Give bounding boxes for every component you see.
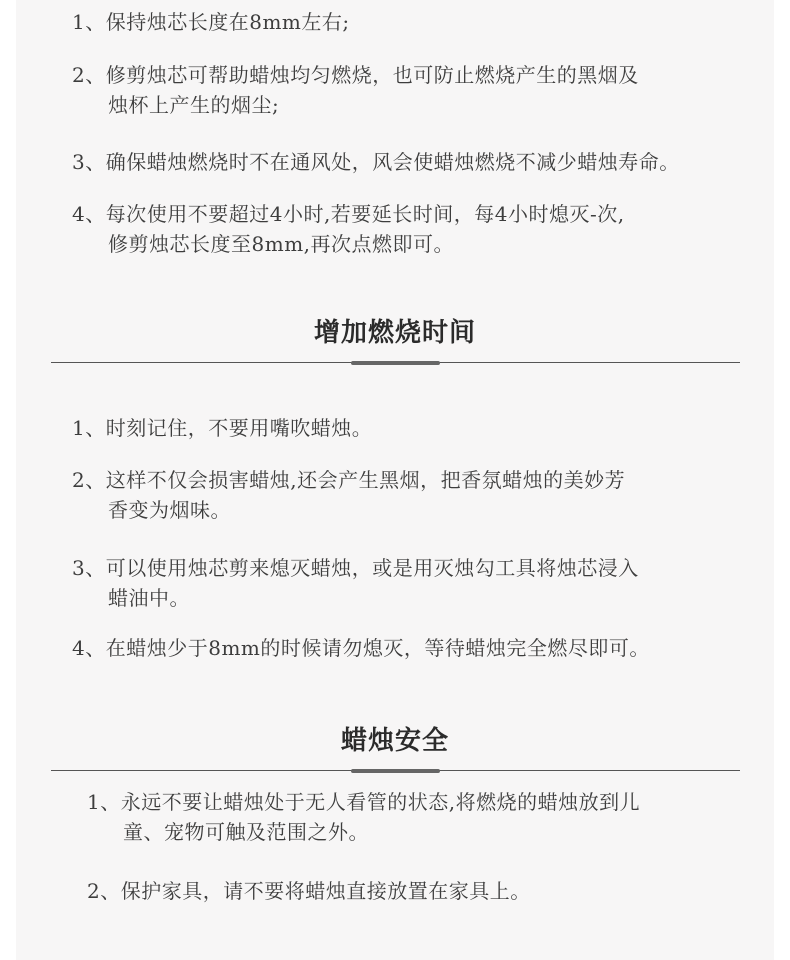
item-line: 2、这样不仅会损害蜡烛,还会产生黑烟，把香氛蜡烛的美妙芳 xyxy=(72,468,626,492)
list-item xyxy=(72,633,650,663)
list-item xyxy=(72,60,639,120)
list-item xyxy=(72,199,625,259)
item-line: 2、修剪烛芯可帮助蜡烛均匀燃烧，也可防止燃烧产生的黑烟及 xyxy=(72,63,639,87)
section-title-burn-time: 增加燃烧时间 xyxy=(313,318,476,348)
item-line: 修剪烛芯长度至8mm,再次点燃即可。 xyxy=(108,232,455,256)
list-item xyxy=(72,413,372,443)
section-divider-accent xyxy=(351,361,440,365)
item-line: 童、宠物可触及范围之外。 xyxy=(123,820,369,844)
item-line: 4、在蜡烛少于8mm的时候请勿熄灭，等待蜡烛完全燃尽即可。 xyxy=(72,636,650,660)
item-line: 3、可以使用烛芯剪来熄灭蜡烛，或是用灭烛勾工具将烛芯浸入 xyxy=(72,556,639,580)
item-line: 香变为烟味。 xyxy=(108,498,231,522)
item-line: 烛杯上产生的烟尘; xyxy=(108,93,280,117)
item-line: 4、每次使用不要超过4小时,若要延长时间，每4小时熄灭-次, xyxy=(72,202,625,226)
item-line: 1、时刻记住，不要用嘴吹蜡烛。 xyxy=(72,416,373,440)
item-line: 1、永远不要让蜡烛处于无人看管的状态,将燃烧的蜡烛放到儿 xyxy=(87,790,641,814)
list-item xyxy=(72,465,625,525)
list-item xyxy=(87,787,640,847)
section-title-safety: 蜡烛安全 xyxy=(340,726,449,756)
item-line: 3、确保蜡烛燃烧时不在通风处，风会使蜡烛燃烧不减少蜡烛寿命。 xyxy=(72,150,680,174)
item-line: 蜡油中。 xyxy=(108,586,190,610)
list-item xyxy=(72,553,639,613)
list-item xyxy=(72,7,350,37)
section-divider-accent xyxy=(351,769,440,773)
list-item xyxy=(87,876,531,906)
item-line: 2、保护家具，请不要将蜡烛直接放置在家具上。 xyxy=(87,879,531,903)
item-line: 1、保持烛芯长度在8mm左右; xyxy=(72,10,350,34)
list-item xyxy=(72,147,680,177)
